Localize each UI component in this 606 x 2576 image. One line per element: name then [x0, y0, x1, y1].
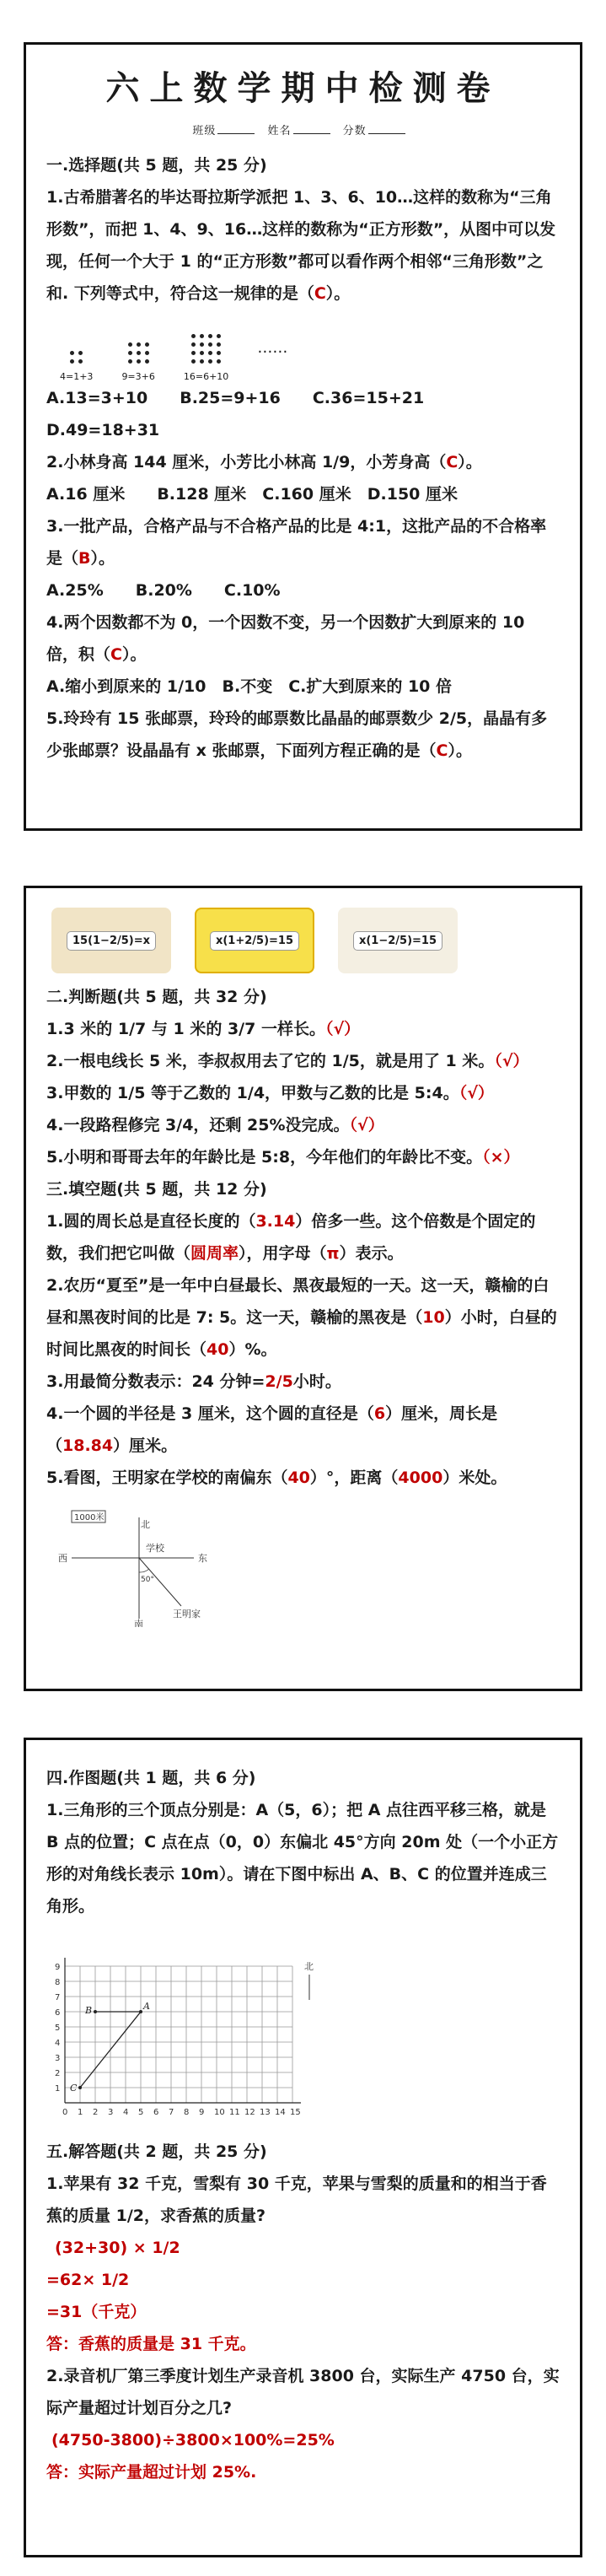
name-label: 姓名 — [267, 125, 292, 137]
answer: 18.84 — [62, 1436, 114, 1455]
solution-line: =31（千克） — [46, 2303, 147, 2321]
y-tick-label: 3 — [55, 2054, 61, 2063]
section-2-heading: 二.判断题(共 5 题，共 32 分) — [46, 988, 267, 1006]
south-label: 南 — [134, 1619, 143, 1627]
east-label: 东 — [198, 1553, 207, 1564]
dot-figure-4: 4=1+3 — [60, 351, 93, 382]
x-tick-label: 11 — [229, 2108, 240, 2117]
x-tick-label: 13 — [260, 2108, 271, 2117]
answer: （×） — [482, 1148, 520, 1167]
section-1-heading: 一.选择题(共 5 题，共 25 分) — [46, 156, 267, 175]
fill-item-4: 4.一个圆的半径是 3 厘米，这个圆的直径是（6）厘米，周长是（18.84）厘米。 — [46, 1404, 498, 1455]
solution-answer: 答：香蕉的质量是 31 千克。 — [46, 2335, 256, 2353]
solution-answer: 答：实际产量超过计划 25%. — [46, 2463, 257, 2482]
angle-label: 50° — [141, 1576, 154, 1584]
home-label: 王明家 — [173, 1609, 201, 1619]
question-1-5: 5.玲玲有 15 张邮票，玲玲的邮票数比晶晶的邮票数少 2/5，晶晶有多少张邮票？设晶晶有 x 张邮票，下面列方程正确的是（C）。 — [46, 709, 548, 760]
x-tick-label: 2 — [93, 2108, 99, 2117]
answer: C — [446, 453, 459, 472]
exam-page-1 — [24, 42, 582, 831]
x-tick-label: 6 — [153, 2108, 159, 2117]
answer: 2/5 — [265, 1372, 293, 1391]
x-tick-label: 1 — [78, 2108, 83, 2117]
score-label: 分数 — [342, 125, 367, 137]
x-tick-label: 3 — [108, 2108, 114, 2117]
question-1-3: 3.一批产品，合格产品与不合格产品的比是 4:1，这批产品的不合格率是（B）。 — [46, 517, 547, 568]
equation-card-3: x(1−2/5)=15 — [338, 908, 458, 973]
answer: B — [78, 549, 91, 568]
x-tick-label: 9 — [199, 2108, 205, 2117]
y-tick-label: 8 — [55, 1978, 61, 1987]
question-1-3-options: A.25% B.20% C.10% — [46, 581, 281, 600]
answer: 圆周率 — [190, 1244, 239, 1263]
section-4-heading: 四.作图题(共 1 题，共 6 分) — [46, 1769, 256, 1787]
answer: 6 — [373, 1404, 386, 1423]
equation-card-1: 15(1−2/5)=x — [51, 908, 171, 973]
answer: C — [110, 645, 122, 664]
drawing-question: 1.三角形的三个顶点分别是：A（5，6）；把 A 点往西平移三格，就是 B 点的位置；C 点在点（0，0）东偏北 45°方向 20m 处（一个小正方形的对角线长表示 10m）。请在下图中标出 A、B、C 的位置并连成三角形。 — [46, 1801, 559, 1916]
equation-card-2: x(1+2/5)=15 — [195, 908, 314, 973]
x-tick-label: 7 — [169, 2108, 174, 2117]
north-label: 北 — [141, 1519, 150, 1530]
answer: 10 — [422, 1308, 445, 1327]
answer: π — [326, 1244, 340, 1263]
judge-item: 5.小明和哥哥去年的年龄比是 5:8，今年他们的年龄比不变。（×） — [46, 1148, 520, 1167]
scale-label: 1000米 — [74, 1513, 105, 1522]
west-label: 西 — [58, 1553, 67, 1564]
fill-item-1: 1.圆的周长总是直径长度的（3.14）倍多一些。这个倍数是个固定的数，我们把它叫做（圆周率），用字母（π）表示。 — [46, 1212, 536, 1263]
y-tick-label: 5 — [55, 2024, 61, 2033]
score-blank[interactable] — [368, 133, 405, 134]
question-1-2: 2.小林身高 144 厘米，小芳比小林高 1/9，小芳身高（C）。 — [46, 453, 482, 472]
exam-page-3 — [24, 1738, 582, 2557]
answer: 40 — [287, 1469, 310, 1487]
judge-item: 1.3 米的 1/7 与 1 米的 3/7 一样长。（√） — [46, 1020, 361, 1038]
question-1-1: 1.古希腊著名的毕达哥拉斯学派把 1、3、6、10…这样的数称为“三角形数”，而把 1、4、9、16…这样的数称为“正方形数”，从图中可以发现，任何一个大于 1 的“正方形数”都可以看作两个相邻“三角形数”之和. 下列等式中，符合这一规律的是（C）。 — [46, 188, 556, 303]
judge-item: 3.甲数的 1/5 等于乙数的 1/4，甲数与乙数的比是 5:4。（√） — [46, 1084, 494, 1102]
answer: 40 — [206, 1340, 229, 1359]
y-tick-label: 6 — [55, 2008, 61, 2018]
x-tick-label: 8 — [184, 2108, 190, 2117]
x-tick-label: 12 — [244, 2108, 255, 2117]
answer: 3.14 — [255, 1212, 296, 1231]
x-tick-label: 5 — [138, 2108, 144, 2117]
x-tick-label: 15 — [290, 2108, 301, 2117]
answer: （√） — [459, 1084, 494, 1102]
class-blank[interactable] — [217, 133, 255, 134]
solve-question-1: 1.苹果有 32 千克，雪梨有 30 千克，苹果与雪梨的质量和的相当于香蕉的质量 1/2，求香蕉的质量? — [46, 2175, 547, 2225]
point-a — [139, 2010, 142, 2013]
name-blank[interactable] — [293, 133, 330, 134]
answer: 4000 — [398, 1469, 443, 1487]
answer: （√） — [324, 1020, 361, 1038]
ellipsis: …… — [257, 339, 288, 357]
exam-page-2 — [24, 886, 582, 1691]
y-tick-label: 4 — [55, 2039, 61, 2048]
y-tick-label: 7 — [55, 1993, 61, 2002]
solution-line: (4750-3800)÷3800×100%=25% — [51, 2431, 335, 2449]
point-c — [78, 2086, 82, 2089]
section-3-heading: 三.填空题(共 5 题，共 12 分) — [46, 1180, 267, 1199]
solve-question-2: 2.录音机厂第三季度计划生产录音机 3800 台，实际生产 4750 台，实际产量超过计划百分之几? — [46, 2367, 560, 2417]
section-5-heading: 五.解答题(共 2 题，共 25 分) — [46, 2142, 267, 2161]
point-a-label: A — [143, 2001, 150, 2012]
dot-figure-9: 9=3+6 — [121, 342, 154, 382]
answer: C — [314, 284, 326, 303]
answer: （√） — [349, 1116, 384, 1134]
fill-item-3: 3.用最简分数表示：24 分钟=2/5小时。 — [46, 1372, 341, 1391]
coordinate-grid — [46, 1926, 324, 2132]
direction-map — [46, 1501, 232, 1627]
y-tick-label: 9 — [55, 1963, 61, 1972]
answer: （√） — [494, 1052, 529, 1070]
class-label: 班级 — [192, 125, 217, 137]
judge-item: 2.一根电线长 5 米，李叔叔用去了它的 1/5，就是用了 1 米。（√） — [46, 1052, 529, 1070]
question-1-4-options: A.缩小到原来的 1/10 B.不变 C.扩大到原来的 10 倍 — [46, 677, 453, 696]
judge-item: 4.一段路程修完 3/4，还剩 25%没完成。（√） — [46, 1116, 384, 1134]
page-title: 六上数学期中检测卷 — [105, 68, 501, 108]
point-c-label: C — [70, 2083, 78, 2094]
question-1-4: 4.两个因数都不为 0，一个因数不变，另一个因数扩大到原来的 10 倍，积（C）。 — [46, 613, 525, 664]
angle-arc — [139, 1569, 149, 1572]
x-tick-label: 14 — [275, 2108, 286, 2117]
point-b-label: B — [85, 2005, 93, 2016]
question-1-2-options: A.16 厘米 B.128 厘米 C.160 厘米 D.150 厘米 — [46, 485, 459, 504]
fill-item-5: 5.看图，王明家在学校的南偏东（40）°，距离（4000）米处。 — [46, 1469, 507, 1487]
figurate-number-figure — [46, 313, 560, 382]
fill-item-2: 2.农历“夏至”是一年中白昼最长、黑夜最短的一天。这一天，赣榆的白昼和黑夜时间的比是 7: 5。这一天，赣榆的黑夜是（10）小时，白昼的时间比黑夜的时间长（40）%。 — [46, 1276, 557, 1359]
north-label: 北 — [304, 1961, 314, 1972]
x-tick-label: 4 — [123, 2108, 129, 2117]
y-tick-label: 2 — [55, 2069, 61, 2078]
point-b — [94, 2010, 97, 2013]
solution-line: =62× 1/2 — [46, 2271, 130, 2289]
question-1-1-options: A.13=3+10 B.25=9+16 C.36=15+21 D.49=18+31 — [46, 389, 457, 439]
dot-figure-16: 16=6+10 — [184, 334, 228, 382]
school-label: 学校 — [146, 1543, 164, 1554]
x-tick-label: 10 — [214, 2108, 225, 2117]
solution-line: (32+30) × 1/2 — [55, 2239, 180, 2257]
y-tick-label: 1 — [55, 2084, 61, 2094]
student-info — [26, 121, 580, 137]
answer: C — [436, 741, 448, 760]
x-tick-label: 0 — [62, 2108, 68, 2117]
equation-cards — [46, 900, 560, 981]
